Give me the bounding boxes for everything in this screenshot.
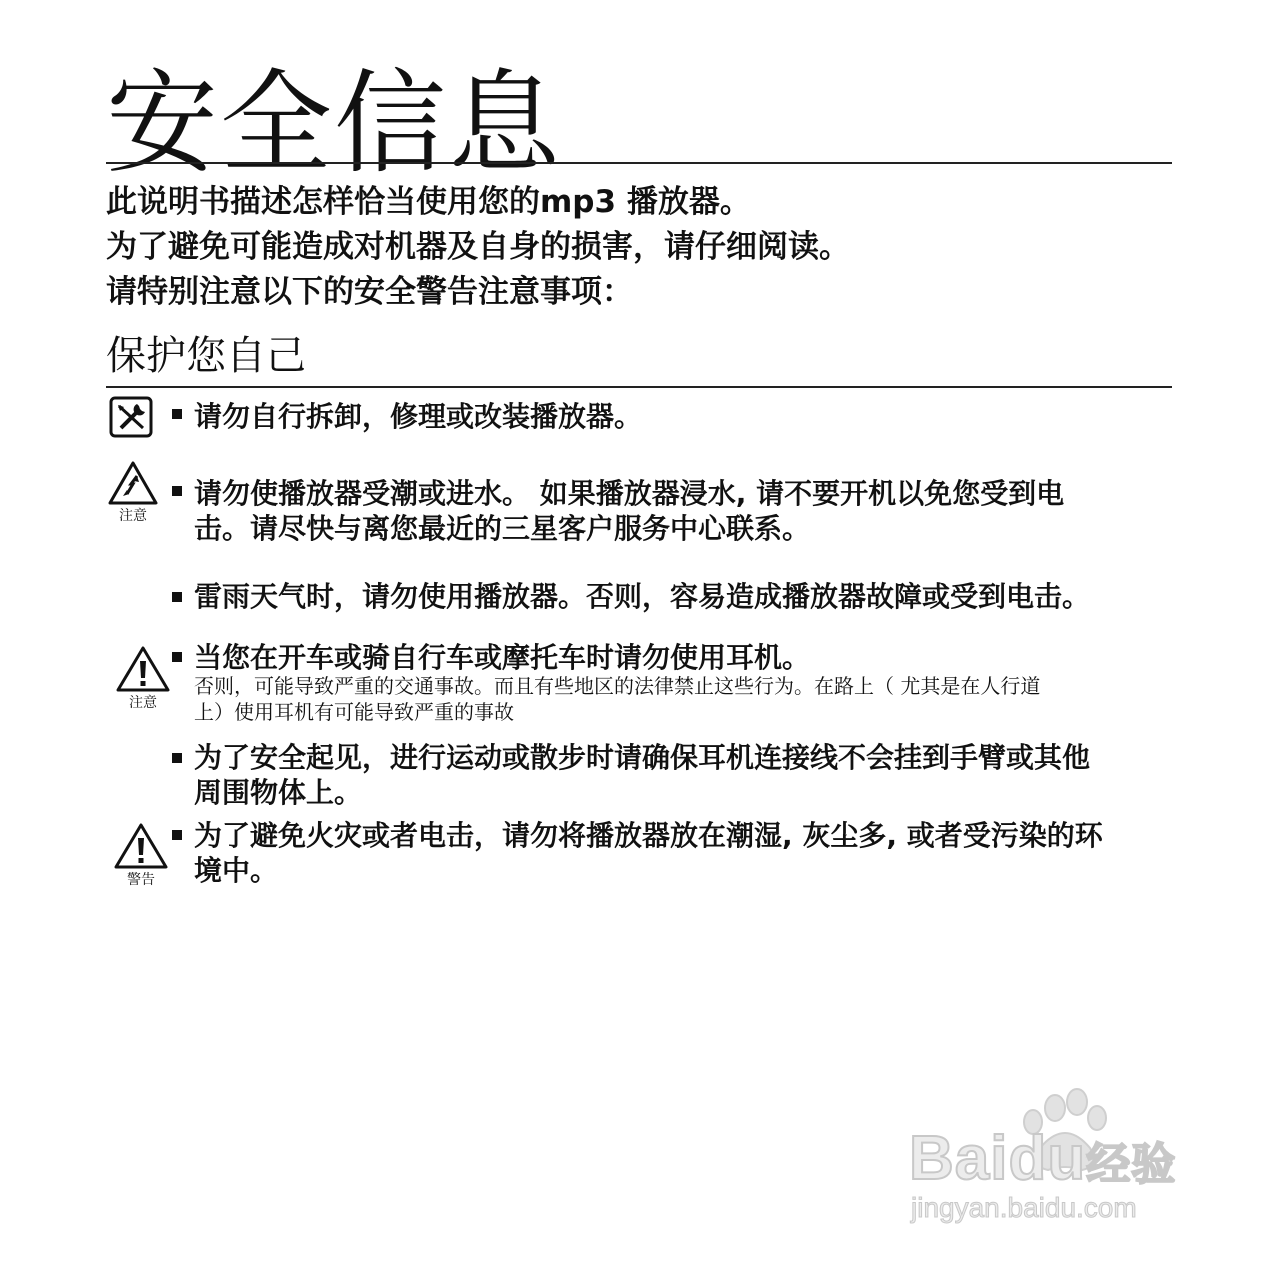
bullet-marker xyxy=(172,592,182,602)
icon-caption: 警告 xyxy=(127,872,155,888)
watermark-brand-2: du xyxy=(1008,1124,1087,1193)
caution-triangle-icon xyxy=(114,645,172,711)
section-heading: 保护您自己 xyxy=(106,333,306,379)
intro-paragraph xyxy=(106,180,850,315)
icon-caption: 注意 xyxy=(129,695,157,711)
intro-line-1: 此说明书描述怎样恰当使用您的mp3 播放器。 xyxy=(106,184,751,220)
watermark-url: jingyan.baidu.com xyxy=(911,1192,1137,1223)
bullet-marker xyxy=(172,409,182,419)
title-divider xyxy=(106,162,1172,164)
intro-line-2: 为了避免可能造成对机器及自身的损害，请仔细阅读。 xyxy=(106,229,850,265)
watermark-brand-cn: 经验 xyxy=(1086,1140,1177,1189)
electric-shock-warning-icon xyxy=(106,460,160,524)
list-item: 为了避免火灾或者电击，请勿将播放器放在潮湿, 灰尘多, 或者受污染的环 境中。 xyxy=(194,819,1103,887)
icon-caption: 注意 xyxy=(119,508,147,524)
list-item-detail: 否则，可能导致严重的交通事故。而且有些地区的法律禁止这些行为。在路上（ 尤其是在人行道 上）使用耳机有可能导致严重的事故 xyxy=(194,674,1041,724)
list-item: 请勿使播放器受潮或进水。 如果播放器浸水, 请不要开机以免您受到电 击。请尽快与离您最近的三星客户服务中心联系。 xyxy=(194,477,1065,545)
bullet-marker xyxy=(172,830,182,840)
baidu-watermark xyxy=(905,1088,1205,1238)
page-title: 安全信息 xyxy=(106,59,562,189)
bullet-marker xyxy=(172,486,182,496)
bullet-marker xyxy=(172,753,182,763)
list-item: 当您在开车或骑自行车或摩托车时请勿使用耳机。 xyxy=(194,641,811,674)
section-divider xyxy=(106,386,1172,388)
list-item: 雷雨天气时，请勿使用播放器。否则，容易造成播放器故障或受到电击。 xyxy=(194,580,1091,613)
tool-prohibited-icon xyxy=(108,396,154,438)
list-item: 为了安全起见，进行运动或散步时请确保耳机连接线不会挂到手臂或其他 周围物体上。 xyxy=(194,741,1091,809)
bullet-marker xyxy=(172,652,182,662)
intro-line-3: 请特别注意以下的安全警告注意事项： xyxy=(106,274,633,310)
warning-triangle-icon xyxy=(112,822,170,888)
watermark-brand: Bai xyxy=(909,1124,1009,1193)
list-item: 请勿自行拆卸，修理或改装播放器。 xyxy=(194,400,643,433)
